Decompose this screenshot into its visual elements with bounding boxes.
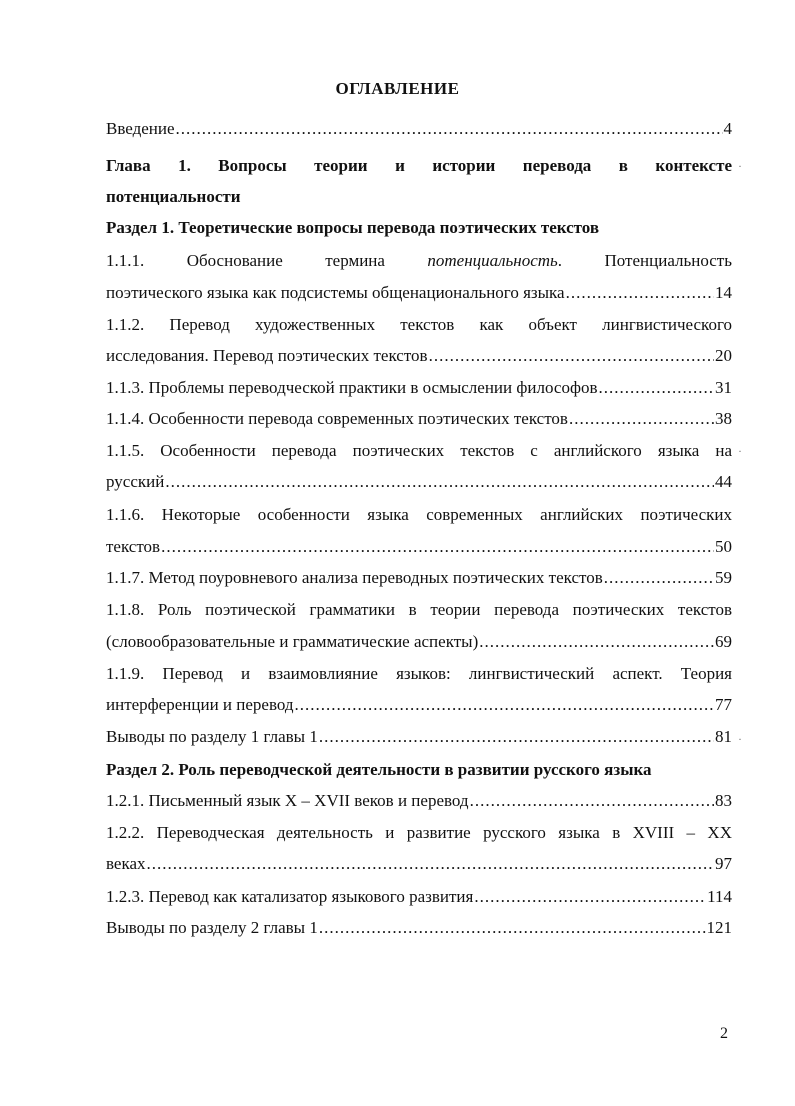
toc-leader-dots xyxy=(599,376,715,400)
toc-entry-text: 1.1.1. Обоснование термина xyxy=(106,251,428,270)
toc-leader-dots xyxy=(319,725,714,749)
toc-page-number: 38 xyxy=(715,409,732,428)
toc-section-2-heading[interactable]: Раздел 2. Роль переводческой деятельности в развитии русского языка xyxy=(106,760,652,779)
toc-entry-text: 1.2.1. Письменный язык X – XVII веков и перевод xyxy=(106,791,469,810)
toc-page-number: 83 xyxy=(715,791,732,810)
toc-page-number: 81 xyxy=(715,727,732,746)
toc-page-number: 50 xyxy=(715,537,732,556)
toc-leader-dots xyxy=(566,281,714,305)
toc-page-number: 97 xyxy=(715,854,732,873)
toc-page-number: 20 xyxy=(715,346,732,365)
scan-edge-mark: · xyxy=(738,159,742,173)
page-title: ОГЛАВЛЕНИЕ xyxy=(335,79,460,98)
scan-edge-mark: · xyxy=(738,444,742,458)
toc-entry-1-2-3[interactable] xyxy=(106,885,732,909)
toc-chapter-1-line2[interactable]: потенциальности xyxy=(106,187,241,206)
toc-leader-dots xyxy=(165,470,714,494)
toc-leader-dots xyxy=(429,344,714,368)
toc-entry-1-1-2-line1[interactable]: 1.1.2. Перевод художественных текстов как объект лингвистического xyxy=(106,315,732,334)
toc-entry-1-1-9-line2[interactable] xyxy=(106,693,732,717)
toc-entry-text: . Потенциальность xyxy=(557,251,732,270)
toc-entry-conclusions-section-1[interactable] xyxy=(106,725,732,749)
toc-entry-text: Выводы по разделу 1 главы 1 xyxy=(106,727,318,746)
toc-page-number: 114 xyxy=(707,887,732,906)
toc-entry-text: поэтического языка как подсистемы общенационального языка xyxy=(106,283,565,302)
toc-page-number: 14 xyxy=(715,283,732,302)
toc-entry-1-1-9-line1[interactable]: 1.1.9. Перевод и взаимовлияние языков: лингвистический аспект. Теория xyxy=(106,664,732,683)
toc-leader-dots xyxy=(470,789,714,813)
toc-entry-text: Выводы по разделу 2 главы 1 xyxy=(106,918,318,937)
toc-entry-1-1-1-line2[interactable] xyxy=(106,281,732,305)
toc-entry-italic-term: потенциальность xyxy=(427,251,558,270)
toc-leader-dots xyxy=(604,566,714,590)
toc-leader-dots xyxy=(161,535,714,559)
toc-entry-1-1-6-line2[interactable] xyxy=(106,535,732,559)
toc-leader-dots xyxy=(569,407,714,431)
toc-entry-1-1-1-line1[interactable] xyxy=(106,249,732,273)
toc-entry-1-1-2-line2[interactable] xyxy=(106,344,732,368)
toc-entry-1-2-2-line1[interactable]: 1.2.2. Переводческая деятельность и развитие русского языка в XVIII – XX xyxy=(106,823,732,842)
toc-entry-1-1-8-line1[interactable]: 1.1.8. Роль поэтической грамматики в теории перевода поэтических текстов xyxy=(106,600,732,619)
toc-entry-1-1-5-line2[interactable] xyxy=(106,470,732,494)
toc-entry-1-1-6-line1[interactable]: 1.1.6. Некоторые особенности языка современных английских поэтических xyxy=(106,505,732,524)
toc-page-number: 59 xyxy=(715,568,732,587)
toc-entry-text: интерференции и перевод xyxy=(106,695,294,714)
toc-entry-text: русский xyxy=(106,472,165,491)
toc-leader-dots xyxy=(176,117,723,141)
toc-entry-1-1-7[interactable] xyxy=(106,566,732,590)
toc-page-number: 121 xyxy=(706,918,732,937)
toc-entry-text: 1.2.3. Перевод как катализатор языкового развития xyxy=(106,887,474,906)
toc-section-1-heading[interactable]: Раздел 1. Теоретические вопросы перевода поэтических текстов xyxy=(106,218,600,237)
toc-entry-1-2-2-line2[interactable] xyxy=(106,852,732,876)
toc-entry-text: (словообразовательные и грамматические аспекты) xyxy=(106,632,479,651)
toc-chapter-1-line1[interactable]: Глава 1. Вопросы теории и истории перевода в контексте xyxy=(106,156,732,175)
scan-edge-mark: · xyxy=(738,732,742,746)
toc-page-number: 31 xyxy=(715,378,732,397)
toc-entry-conclusions-section-2[interactable] xyxy=(106,916,732,940)
toc-entry-text: исследования. Перевод поэтических текстов xyxy=(106,346,428,365)
toc-entry-text: текстов xyxy=(106,537,161,556)
toc-page-number: 69 xyxy=(715,632,732,651)
toc-entry-text: веках xyxy=(106,854,146,873)
toc-entry-1-1-4[interactable] xyxy=(106,407,732,431)
toc-leader-dots xyxy=(295,693,714,717)
toc-leader-dots xyxy=(474,885,706,909)
toc-page-number: 77 xyxy=(715,695,732,714)
toc-leader-dots xyxy=(147,852,714,876)
toc-page-number: 4 xyxy=(723,119,732,138)
page-number: 2 xyxy=(720,1025,728,1042)
toc-entry-introduction[interactable] xyxy=(106,117,732,141)
toc-entry-text: 1.1.7. Метод поуровневого анализа переводных поэтических текстов xyxy=(106,568,603,587)
toc-entry-1-1-3[interactable] xyxy=(106,376,732,400)
toc-leader-dots xyxy=(319,916,706,940)
toc-entry-1-1-8-line2[interactable] xyxy=(106,630,732,654)
toc-page-number: 44 xyxy=(715,472,732,491)
toc-entry-1-2-1[interactable] xyxy=(106,789,732,813)
toc-leader-dots xyxy=(479,630,714,654)
toc-entry-1-1-5-line1[interactable]: 1.1.5. Особенности перевода поэтических текстов с английского языка на xyxy=(106,441,732,460)
toc-entry-text: 1.1.4. Особенности перевода современных поэтических текстов xyxy=(106,409,568,428)
toc-entry-text: Введение xyxy=(106,119,175,138)
toc-entry-text: 1.1.3. Проблемы переводческой практики в осмыслении философов xyxy=(106,378,598,397)
